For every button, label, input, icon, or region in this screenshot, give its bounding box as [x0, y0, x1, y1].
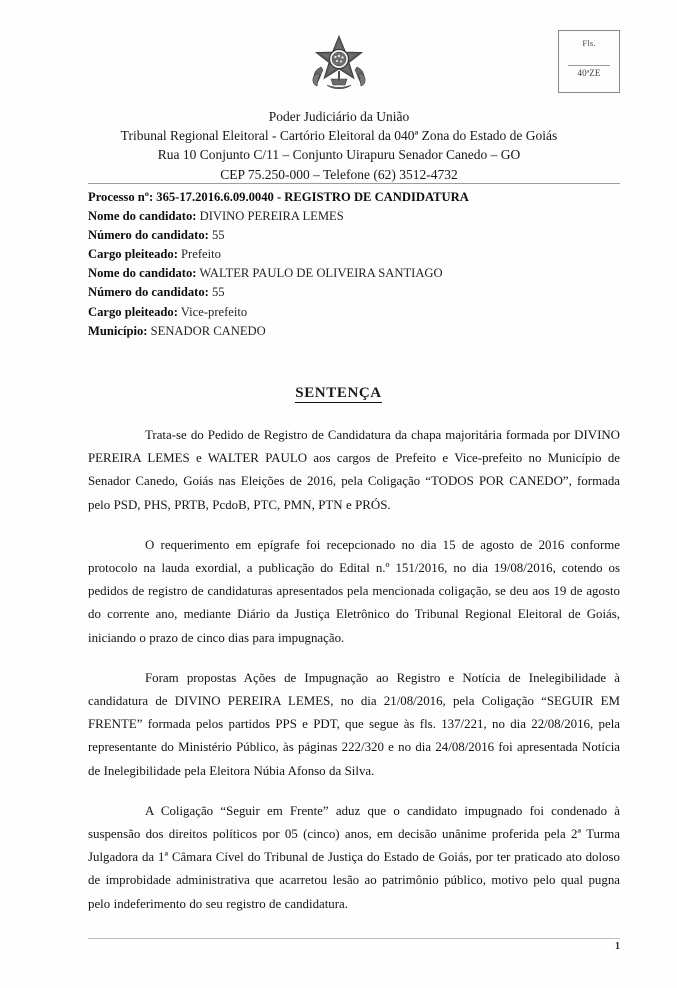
process-row-candidate-number-1 — [88, 226, 620, 245]
candidate-name-label-1: Nome do candidato: — [88, 209, 197, 224]
process-row-candidate-name-2 — [88, 264, 620, 283]
office-value-2: Vice-prefeito — [177, 304, 248, 319]
office-label-2: Cargo pleiteado: — [88, 304, 178, 319]
candidate-name-label-2: Nome do candidato: — [88, 266, 197, 281]
footer-divider — [88, 938, 620, 939]
document-title — [0, 384, 677, 402]
process-info-block — [88, 188, 620, 341]
paragraph-1: Trata-se do Pedido de Registro de Candidatura da chapa majoritária formada por DIVINO PEREIRA LEMES e WALTER PAULO aos cargos de Prefeito e Vice-prefeito no Município de Senador Canedo, Goiás nas Eleições de 2016, pela Coligação “TODOS POR CANEDO”, formada pelo PSD, PHS, PRTB, PcdoB, PTC, PMN, PTN e PRÓS. — [88, 428, 620, 512]
office-value-1: Prefeito — [177, 247, 221, 262]
process-row-number — [88, 188, 620, 207]
candidate-number-label-2: Número do candidato: — [88, 285, 209, 300]
court-header — [58, 107, 620, 184]
brazil-coat-of-arms-icon — [0, 33, 677, 95]
municipality-value: SENADOR CANEDO — [147, 323, 266, 338]
process-row-office-1 — [88, 245, 620, 264]
process-row-candidate-number-2 — [88, 283, 620, 302]
document-body — [88, 424, 620, 916]
candidate-number-label-1: Número do candidato: — [88, 228, 209, 243]
municipality-label: Município: — [88, 323, 148, 338]
header-line-contact: CEP 75.250-000 – Telefone (62) 3512-4732 — [220, 166, 458, 182]
candidate-number-value-1: 55 — [208, 228, 225, 243]
folio-value: 40ªZE — [577, 68, 601, 78]
office-label-1: Cargo pleiteado: — [88, 247, 178, 262]
candidate-name-value-2: WALTER PAULO DE OLIVEIRA SANTIAGO — [196, 266, 443, 281]
header-line-authority: Poder Judiciário da União — [268, 109, 410, 124]
header-line-address: Rua 10 Conjunto C/11 – Conjunto Uirapuru Senador Canedo – GO — [157, 147, 521, 163]
header-divider — [88, 183, 620, 184]
folio-label: Fls. — [582, 38, 596, 48]
candidate-number-value-2: 55 — [208, 285, 225, 300]
process-row-municipality — [88, 322, 620, 341]
document-title-text: SENTENÇA — [295, 385, 382, 401]
page-number: 1 — [615, 941, 620, 952]
paragraph-4: A Coligação “Seguir em Frente” aduz que o candidato impugnado foi condenado à suspensão dos direitos políticos por 05 (cinco) anos, em decisão unânime proferida pela 2ª Turma Julgadora da 1ª Câmara Cível do Tribunal de Justiça do Estado de Goiás, por ter praticado ato doloso de improbidade administrativa que acarretou lesão ao patrimônio público, motivo pelo qual pugna pelo indeferimento do seu registro de candidatura. — [88, 803, 620, 911]
header-line-court: Tribunal Regional Eleitoral - Cartório Eleitoral da 040ª Zona do Estado de Goiás — [120, 128, 558, 144]
process-row-candidate-name-1 — [88, 207, 620, 226]
candidate-name-value-1: DIVINO PEREIRA LEMES — [196, 209, 344, 224]
process-number-label: Processo nº: 365-17.2016.6.09.0040 - REGISTRO DE CANDIDATURA — [88, 190, 469, 204]
paragraph-2: O requerimento em epígrafe foi recepcionado no dia 15 de agosto de 2016 conforme protocolo na lauda exordial, a publicação do Edital n.º 151/2016, no dia 19/08/2016, cotendo os pedidos de registro de candidaturas apresentados pela mencionada coligação, se deu aos 19 de agosto do corrente ano, mediante Diário da Justiça Eletrônico do Tribunal Regional Eleitoral de Goiás, iniciando o prazo de cinco dias para impugnação. — [88, 537, 620, 645]
paragraph-3: Foram propostas Ações de Impugnação ao Registro e Notícia de Inelegibilidade à candidatura de DIVINO PEREIRA LEMES, no dia 21/08/2016, pela Coligação “SEGUIR EM FRENTE” formada pelos partidos PPS e PDT, que segue às fls. 137/221, no dia 22/08/2016, pela representante do Ministério Público, às páginas 222/320 e no dia 24/08/2016 foi apresentada Notícia de Inelegibilidade pela Eleitora Núbia Afonso da Silva. — [88, 670, 620, 778]
process-row-office-2 — [88, 303, 620, 322]
